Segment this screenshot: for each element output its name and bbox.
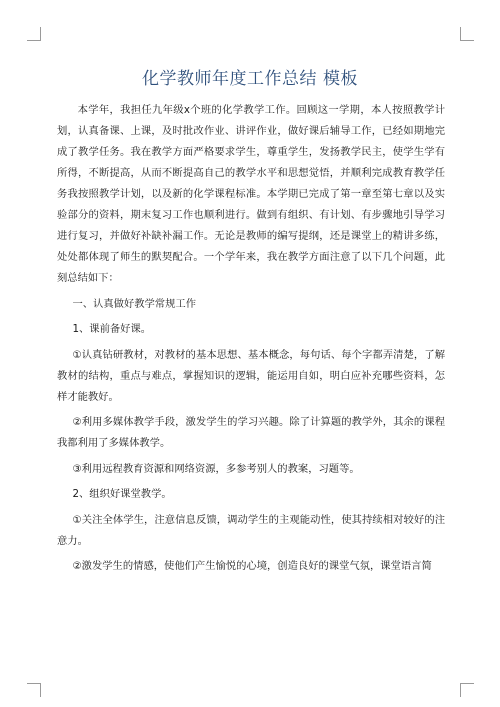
subsection-heading-1: 1、课前备好课。 [72, 323, 152, 335]
subsection-heading-2: 2、组织好课堂教学。 [72, 488, 172, 500]
list-item-1-3: ③利用远程教育资源和网络资源，多参考别人的教案，习题等。 [72, 462, 360, 475]
list-item-1-1: ①认真钻研教材，对教材的基本思想、基本概念，每句话、每个字都弄清楚，了解教材的结构，重点与难点，掌握知识的逻辑，能运用自如，明白应补充哪些资料，怎样才能教好。 [57, 348, 445, 403]
crop-mark-top-left [27, 27, 41, 41]
list-item-2-2: ②激发学生的情感，使他们产生愉悦的心境，创造良好的课堂气氛，课堂语言简 [72, 560, 432, 572]
section-heading-1: 一、认真做好教学常规工作 [72, 297, 196, 310]
crop-mark-top-right [460, 27, 474, 41]
intro-paragraph: 本学年，我担任九年级x个班的化学教学工作。回顾这一学期，本人按照教学计划，认真备课、上课，及时批改作业、讲评作业，做好课后辅导工作，已经如期地完成了教学任务。我在教学方面严格要求学生，尊重学生，发扬教学民主，使学生学有所得，不断提高，从而不断提高自己的教学水平和思想觉悟，并顺利完成教育教学任务我按照教学计划，以及新的化学课程标准。本学期已完成了第一章至第七章以及实验部分的资料，期末复习工作也顺利进行。做到有组织、有计划、有步骤地引导学习进行复习，并做好补缺补漏工作。无论是教师的编写提纲，还是课堂上的精讲多练，处处都体现了师生的默契配合。一个学年来，我在教学方面注意了以下几个问题，此刻总结如下： [57, 104, 445, 284]
document-title: 化学教师年度工作总结 模板 [142, 69, 358, 89]
document-body [57, 100, 445, 582]
crop-mark-bottom-right [460, 683, 474, 697]
list-item-2-1: ①关注全体学生，注意信息反馈，调动学生的主观能动性，使其持续相对较好的注意力。 [57, 513, 445, 547]
list-item-1-2: ②利用多媒体教学手段，激发学生的学习兴趣。除了计算题的教学外，其余的课程我都利用了多媒体教学。 [57, 416, 445, 449]
crop-mark-bottom-left [27, 683, 41, 697]
